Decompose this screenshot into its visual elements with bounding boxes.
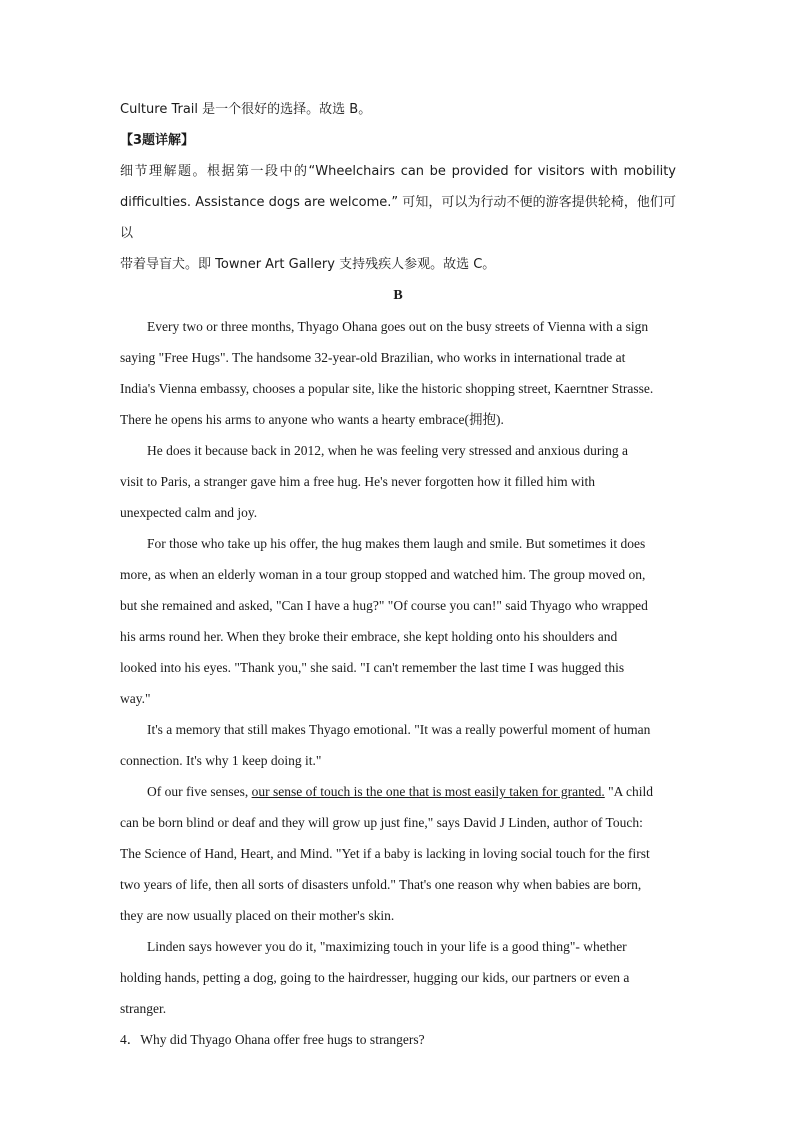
passage-line: For those who take up his offer, the hug makes them laugh and smile. But sometimes it does (147, 536, 646, 551)
passage-line: two years of life, then all sorts of disasters unfold." That's one reason why when babies are born, (120, 877, 642, 892)
passage-line: Linden says however you do it, "maximizing touch in your life is a good thing"- whether (147, 939, 627, 954)
passage-line: Every two or three months, Thyago Ohana goes out on the busy streets of Vienna with a sign (147, 319, 649, 334)
question (120, 1024, 676, 1055)
passage-line (120, 776, 676, 807)
passage-line: visit to Paris, a stranger gave him a free hug. He's never forgotten how it filled him with (120, 474, 595, 489)
passage-text: Of our five senses, (147, 784, 252, 799)
passage-line: India's Vienna embassy, chooses a popular site, like the historic shopping street, Kaerntner Strasse. (120, 381, 654, 396)
passage-line: stranger. (120, 1001, 167, 1016)
passage-line: There he opens his arms to anyone who wants a hearty embrace(拥抱). (120, 412, 504, 427)
passage-line: looked into his eyes. "Thank you," she said. "I can't remember the last time I was hugged this (120, 660, 625, 675)
passage-line: He does it because back in 2012, when he was feeling very stressed and anxious during a (147, 443, 628, 458)
explanation-line: difficulties. Assistance dogs are welcome.” 可知，可以为行动不便的游客提供轮椅，他们可以 (120, 195, 676, 241)
explanation-heading: 【3题详解】 (120, 133, 195, 148)
question-text: Why did Thyago Ohana offer free hugs to strangers? (140, 1032, 425, 1047)
passage-line: It's a memory that still makes Thyago emotional. "It was a really powerful moment of human (147, 722, 651, 737)
passage-line: unexpected calm and joy. (120, 505, 258, 520)
explanation-line: Culture Trail 是一个很好的选择。故选 B。 (120, 102, 372, 117)
passage-line: they are now usually placed on their mother's skin. (120, 908, 395, 923)
passage-line: connection. It's why 1 keep doing it." (120, 753, 322, 768)
passage-line: can be born blind or deaf and they will grow up just fine," says David J Linden, author of Touch: (120, 815, 643, 830)
underlined-sentence: our sense of touch is the one that is most easily taken for granted. (251, 784, 605, 799)
explanation-line: 细节理解题。根据第一段中的“Wheelchairs can be provided for visitors with mobility (120, 164, 676, 179)
question-number: 4． (120, 1032, 141, 1047)
passage-line: his arms round her. When they broke their embrace, she kept holding onto his shoulders and (120, 629, 618, 644)
document-page (120, 94, 676, 1055)
passage-line: The Science of Hand, Heart, and Mind. "Yet if a baby is lacking in loving social touch for the first (120, 846, 650, 861)
explanation-line: 带着导盲犬。即 Towner Art Gallery 支持残疾人参观。故选 C。 (120, 257, 496, 272)
passage-line: more, as when an elderly woman in a tour group stopped and watched him. The group moved on, (120, 567, 646, 582)
passage-line: saying "Free Hugs". The handsome 32-year-old Brazilian, who works in international trade at (120, 350, 626, 365)
passage-text: "A child (604, 784, 654, 799)
section-label: B (393, 288, 403, 303)
passage-line: but she remained and asked, "Can I have a hug?" "Of course you can!" said Thyago who wrapped (120, 598, 648, 613)
passage-line: way." (120, 691, 151, 706)
passage-line: holding hands, petting a dog, going to the hairdresser, hugging our kids, our partners or even a (120, 970, 630, 985)
